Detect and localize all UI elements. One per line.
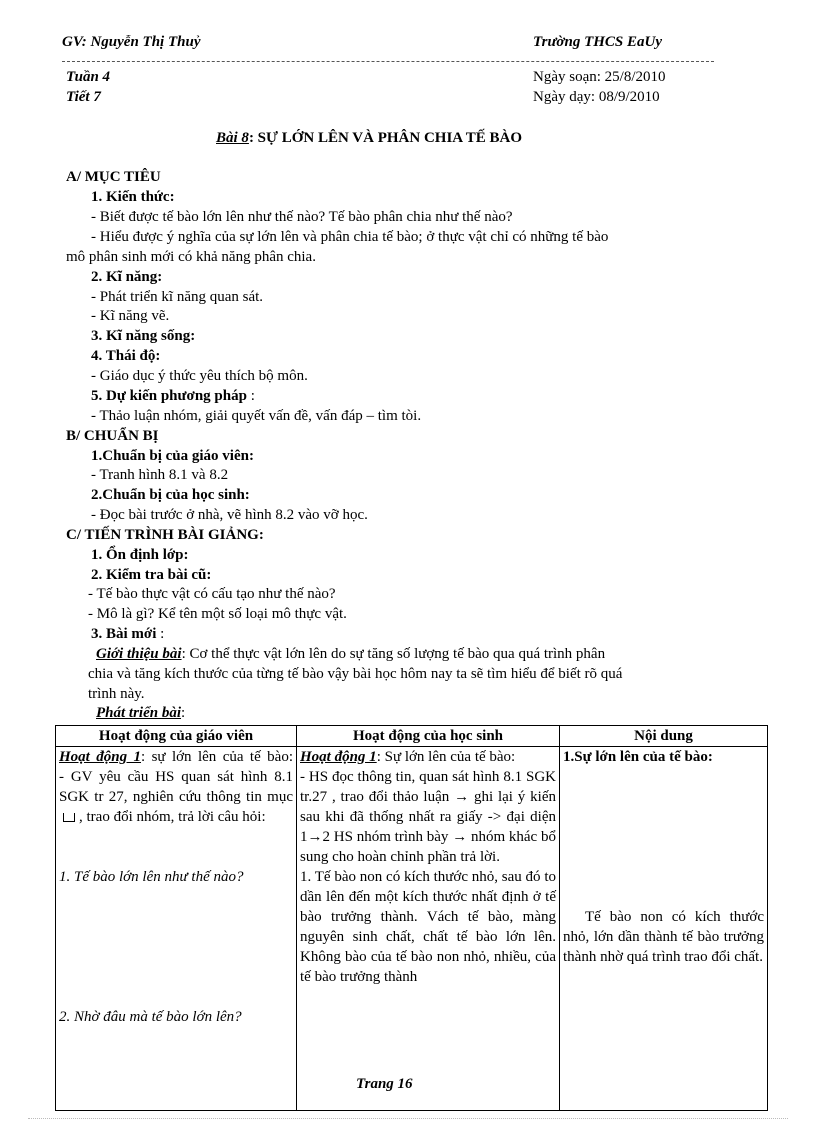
intro-label: Giới thiệu bài — [96, 646, 182, 662]
attitude-item-1: - Giáo dục ý thức yêu thích bộ môn. — [91, 368, 308, 384]
lesson-title-text: : SỰ LỚN LÊN VÀ PHÂN CHIA TẾ BÀO — [248, 130, 523, 146]
teacher-activity-title: : sự lớn lên của tế bào: — [141, 749, 293, 765]
header-student-activity: Hoạt động của học sinh — [297, 726, 560, 747]
new-lesson-heading — [91, 626, 164, 643]
knowledge-item-2-cont: mô phân sinh mới có khả năng phân chia. — [66, 249, 316, 265]
table-row — [56, 747, 768, 1111]
develop-label: Phát triển bài — [96, 705, 182, 721]
activity-table — [55, 725, 768, 1111]
prep-date: Ngày soạn: 25/8/2010 — [533, 69, 666, 85]
teacher-instructions — [59, 767, 293, 827]
methods-heading — [91, 388, 255, 405]
table-header-row — [56, 726, 768, 747]
lesson-number: Bài 8 — [216, 130, 249, 146]
page-number: Trang 16 — [356, 1076, 413, 1092]
spacer — [59, 827, 293, 867]
section-c-heading: C/ TIẾN TRÌNH BÀI GIẢNG: — [66, 527, 264, 543]
spacer — [59, 887, 293, 1007]
knowledge-item-1: - Biết được tế bào lớn lên như thế nào? Tế bào phân chia như thế nào? — [91, 209, 513, 225]
life-skills-heading: 3. Kĩ năng sống: — [91, 328, 196, 344]
content-text: Tế bào non có kích thước nhỏ, lớn dần thành tế bào trưởng thành nhờ quá trình trao đổi chất. — [563, 909, 764, 965]
section-a-heading: A/ MỤC TIÊU — [66, 169, 161, 185]
review-item-2: - Mô là gì? Kể tên một số loại mô thực vật. — [88, 606, 347, 622]
header-teacher-activity: Hoạt động của giáo viên — [56, 726, 297, 747]
teacher-activity-title-line1 — [59, 747, 293, 767]
teacher-instructions-a: - GV yêu cầu HS quan sát hình 8.1 SGK tr 27, nghiên cứu thông tin mục — [59, 769, 293, 805]
section-b-heading: B/ CHUẨN BỊ — [66, 428, 159, 444]
stabilize-heading: 1. Ổn định lớp: — [91, 547, 189, 563]
student-answer: 1. Tế bào non có kích thước nhỏ, sau đó to dần lên đến một kích thước nhất định ở tế bào trưởng thành. Vách tế bào, màng nguyên sinh chất, chất tế bào lớn lên. Không bào của tế bào non nhỏ, nhiều, của tế bào trưởng thành — [300, 869, 556, 985]
header-divider — [62, 61, 714, 62]
student-activity-title: : Sự lớn lên của tế bào: — [376, 749, 516, 765]
content-cell — [560, 747, 768, 1111]
knowledge-heading: 1. Kiến thức: — [91, 189, 175, 205]
student-activity-label: Hoạt động 1 — [300, 749, 377, 765]
teacher-name: GV: Nguyễn Thị Thuỷ — [62, 34, 201, 50]
intro-line-3: trình này. — [88, 686, 145, 702]
section-box-icon — [63, 813, 75, 822]
lesson-title — [216, 130, 522, 147]
develop-colon: : — [181, 705, 186, 721]
intro-text-1: : Cơ thể thực vật lớn lên do sự tăng số lượng tế bào qua quá trình phân — [181, 646, 606, 662]
teacher-prep-item-1: - Tranh hình 8.1 và 8.2 — [91, 467, 229, 483]
teacher-instructions-b: , trao đổi nhóm, trả lời câu hỏi: — [79, 809, 266, 825]
new-lesson-colon: : — [156, 626, 165, 642]
methods-item-1: - Thảo luận nhóm, giải quyết vấn đề, vấn đáp – tìm tòi. — [91, 408, 422, 424]
intro-line-2: chia và tăng kích thước của từng tế bào vậy bài học hôm nay ta sẽ tìm hiểu để biết rõ quá — [88, 666, 623, 682]
skills-item-2: - Kĩ năng vẽ. — [91, 308, 170, 324]
knowledge-item-2: - Hiểu được ý nghĩa của sự lớn lên và phân chia tế bào; ở thực vật chỉ có những tế bào — [91, 229, 609, 245]
teacher-question-2: 2. Nhờ đâu mà tế bào lớn lên? — [59, 1009, 242, 1025]
student-activity-cell — [297, 747, 560, 1111]
bottom-divider — [28, 1118, 788, 1119]
teacher-activity-label: Hoạt động 1 — [59, 749, 141, 765]
review-heading: 2. Kiểm tra bài cũ: — [91, 567, 212, 583]
skills-heading: 2. Kĩ năng: — [91, 269, 163, 285]
school-name: Trường THCS EaUy — [533, 34, 662, 50]
teacher-activity-cell — [56, 747, 297, 1111]
student-prep-heading: 2.Chuẩn bị của học sinh: — [91, 487, 250, 503]
teach-date: Ngày dạy: 08/9/2010 — [533, 89, 660, 105]
week-label: Tuần 4 — [66, 69, 111, 85]
student-prep-item-1: - Đọc bài trước ở nhà, vẽ hình 8.2 vào vỡ học. — [91, 507, 368, 523]
period-label: Tiết 7 — [66, 89, 101, 105]
spacer — [563, 767, 764, 907]
student-instructions: - HS đọc thông tin, quan sát hình 8.1 SGK tr.27 , trao đổi thảo luận → ghi lại ý kiến sau khi đã thống nhất ra giấy -> đại diện 1→2 HS nhóm trình bày → nhóm khác bổ sung cho hoàn chỉnh phần trả lời. — [300, 769, 556, 865]
attitude-heading: 4. Thái độ: — [91, 348, 161, 364]
develop-heading — [96, 705, 185, 722]
methods-heading-text: 5. Dự kiến phương pháp — [91, 388, 247, 404]
review-item-1: - Tế bào thực vật có cấu tạo như thế nào? — [88, 586, 336, 602]
teacher-prep-heading: 1.Chuẩn bị của giáo viên: — [91, 448, 254, 464]
methods-colon: : — [246, 388, 255, 404]
new-lesson-text: 3. Bài mới — [91, 626, 157, 642]
student-activity-title-line — [300, 747, 556, 767]
skills-item-1: - Phát triển kĩ năng quan sát. — [91, 289, 264, 305]
teacher-question-1: 1. Tế bào lớn lên như thế nào? — [59, 869, 244, 885]
header-content: Nội dung — [560, 726, 768, 747]
content-heading: 1.Sự lớn lên của tế bào: — [563, 749, 713, 765]
intro-line-1 — [96, 646, 605, 663]
